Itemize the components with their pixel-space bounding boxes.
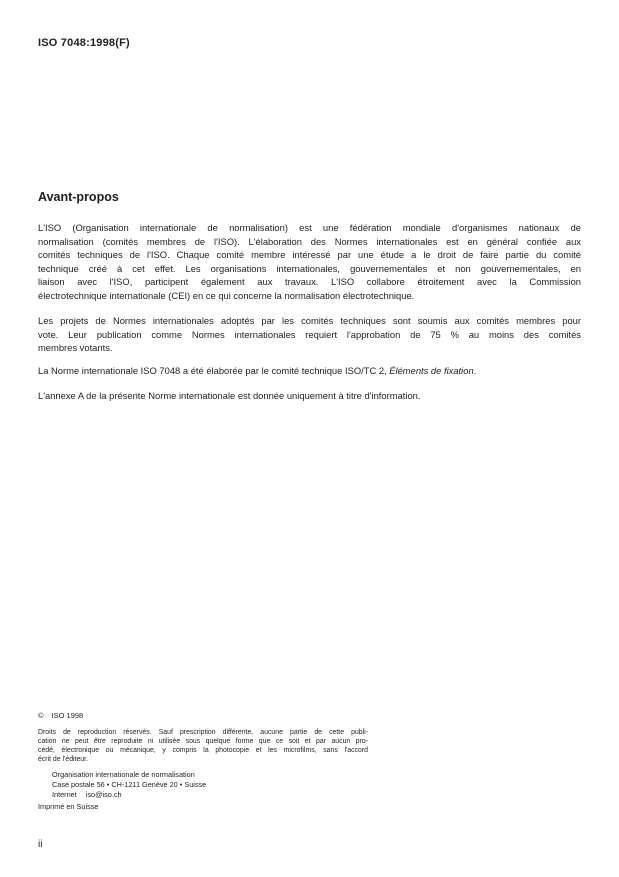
document-reference: ISO 7048:1998(F) <box>38 37 130 49</box>
text-line: électrotechnique internationale (CEI) en ce qui concerne la normalisation électrotechnique. <box>38 289 415 301</box>
committee-title-italic: Éléments de fixation <box>389 364 474 376</box>
printed-in-note: Imprimé en Suisse <box>38 802 99 811</box>
paragraph-committee <box>38 364 581 378</box>
publisher-internet-line <box>52 790 206 800</box>
foreword-heading: Avant-propos <box>38 190 119 204</box>
page-number: ii <box>38 839 43 850</box>
notice-line: cation ne peut être reproduite ni utilisée sous quelque forme que ce soit et par aucun pro- <box>38 738 368 745</box>
paragraph-vote <box>38 314 581 355</box>
text-line: liaison avec l'ISO, participent également aux travaux. L'ISO collabore étroitement avec la Commission <box>38 276 581 287</box>
text-line: technique créé à cet effet. Les organisations internationales, gouvernementales et non gouvernementales, en <box>38 262 581 274</box>
paragraph-annex <box>38 389 581 403</box>
reproduction-notice <box>38 728 368 764</box>
publisher-address: Case postale 56 • CH-1211 Genève 20 • Suisse <box>52 780 207 789</box>
copyright-icon: © <box>38 711 44 720</box>
foreword-body <box>38 221 581 415</box>
text-line: comités techniques de l'ISO. Chaque comité membre intéressé par une étude a le droit de faire partie du comité <box>38 249 581 260</box>
copyright-text: ISO 1998 <box>51 711 84 720</box>
committee-text: La Norme internationale ISO 7048 a été élaborée par le comité technique ISO/TC 2, <box>38 364 390 376</box>
notice-line: Droits de reproduction réservés. Sauf prescription différente, aucune partie de cette publi- <box>38 729 368 736</box>
copyright-line <box>38 711 83 720</box>
paragraph-iso-intro <box>38 221 581 302</box>
internet-label: Internet <box>52 790 77 799</box>
text-line: membres votants. <box>38 342 113 353</box>
text-line: L'annexe A de la présente Norme internationale est donnée uniquement à titre d'information. <box>38 390 421 401</box>
text-line: vote. Leur publication comme Normes internationales requiert l'approbation de 75 % au moins des comités <box>38 328 581 340</box>
notice-line: écrit de l'éditeur. <box>38 756 88 763</box>
publisher-name: Organisation internationale de normalisation <box>52 770 195 779</box>
publisher-address-block <box>52 770 206 800</box>
text-line: Les projets de Normes internationales adoptés par les comités techniques sont soumis aux comités membres pour <box>38 315 581 326</box>
notice-line: cédé, électronique ou mécanique, y compris la photocopie et les microfilms, sans l'accord <box>38 747 368 754</box>
text-line: L'ISO (Organisation internationale de normalisation) est une fédération mondiale d'organismes nationaux de <box>38 222 581 233</box>
text-line <box>38 364 581 378</box>
internet-email: iso@iso.ch <box>85 790 122 799</box>
text-line: normalisation (comités membres de l'ISO). L'élaboration des Normes internationales est en général confiée aux <box>38 235 581 247</box>
committee-text-suffix: . <box>473 364 477 376</box>
